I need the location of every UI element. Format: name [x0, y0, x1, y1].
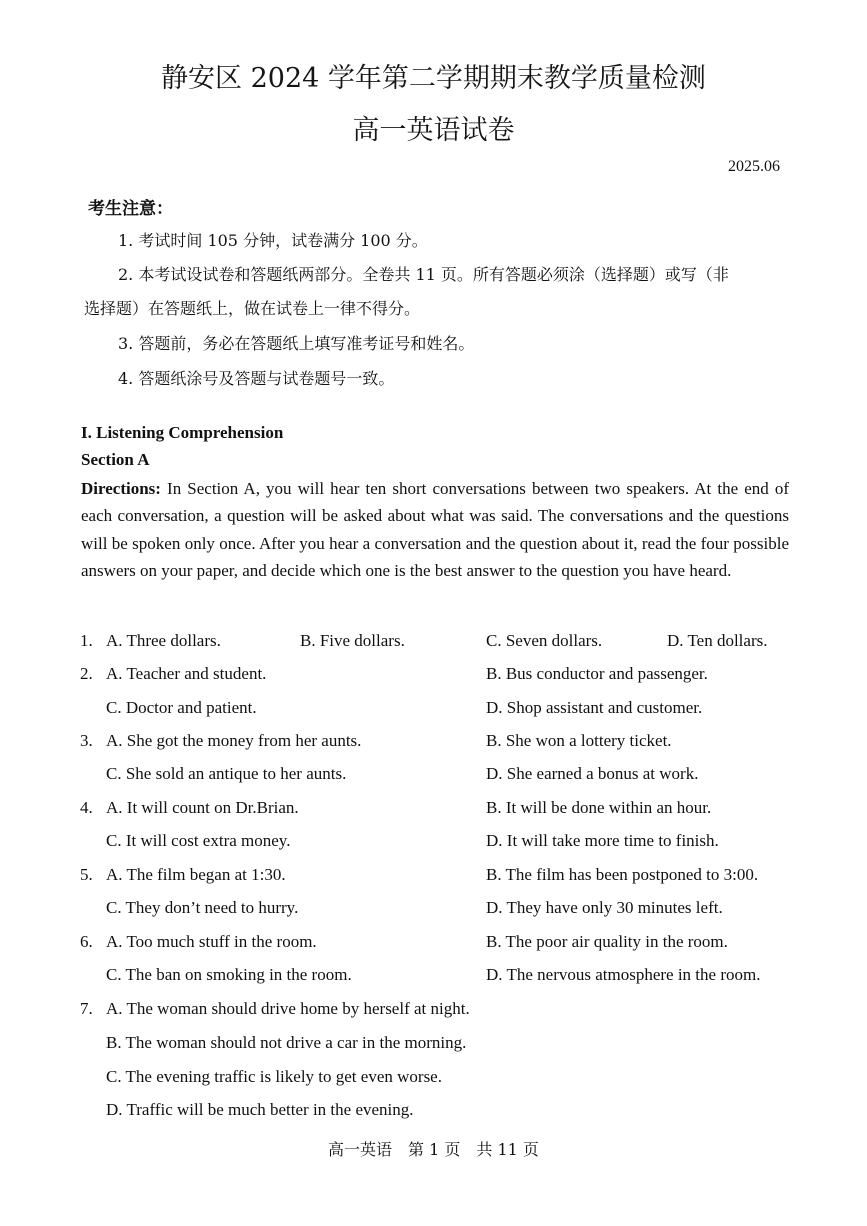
- directions-label: Directions:: [81, 479, 161, 498]
- option-c: C. The evening traffic is likely to get even worse.: [106, 1067, 442, 1086]
- option-c: C. It will cost extra money.: [106, 831, 291, 850]
- question-number: 1.: [80, 631, 93, 650]
- question-number: 4.: [80, 798, 93, 817]
- notice-item-1: 1. 考试时间 105 分钟，试卷满分 100 分。: [118, 231, 428, 250]
- option-c: C. She sold an antique to her aunts.: [106, 764, 347, 783]
- option-a: A. Too much stuff in the room.: [106, 932, 317, 951]
- exam-subtitle: 高一英语试卷: [352, 115, 515, 146]
- option-b: B. Five dollars.: [300, 631, 405, 650]
- option-b: B. The film has been postponed to 3:00.: [486, 865, 759, 884]
- section-title: Section A: [81, 450, 150, 469]
- question-number: 5.: [80, 865, 93, 884]
- option-d: D. Ten dollars.: [667, 631, 768, 650]
- option-d: D. Shop assistant and customer.: [486, 698, 703, 717]
- option-a: A. Three dollars.: [106, 631, 221, 650]
- directions-text: In Section A, you will hear ten short conversations between two speakers. At the end of each conversation, a question will be asked about what was said. The conversations and the questions will be spoken only once. After you hear a conversation and the question about it, read the four possible answers on your paper, and decide which one is the best answer to the question you have heard.: [81, 479, 789, 580]
- question-number: 2.: [80, 664, 93, 683]
- option-d: D. It will take more time to finish.: [486, 831, 719, 850]
- option-c: C. The ban on smoking in the room.: [106, 965, 352, 984]
- option-c: C. They don’t need to hurry.: [106, 898, 299, 917]
- option-b: B. Bus conductor and passenger.: [486, 664, 708, 683]
- question-number: 7.: [80, 999, 93, 1018]
- option-a: A. The film began at 1:30.: [106, 865, 286, 884]
- exam-date: 2025.06: [728, 158, 780, 175]
- page-footer: 高一英语 第 1 页 共 11 页: [328, 1140, 539, 1159]
- part-title: I. Listening Comprehension: [81, 423, 284, 442]
- directions-paragraph: [81, 475, 789, 584]
- question-number: 3.: [80, 731, 93, 750]
- option-a: A. Teacher and student.: [106, 664, 267, 683]
- option-b: B. The woman should not drive a car in the morning.: [106, 1033, 467, 1052]
- option-b: B. She won a lottery ticket.: [486, 731, 672, 750]
- option-d: D. She earned a bonus at work.: [486, 764, 699, 783]
- notice-item-2-cont: 选择题）在答题纸上，做在试卷上一律不得分。: [84, 299, 421, 318]
- option-c: C. Seven dollars.: [486, 631, 603, 650]
- notice-heading: 考生注意：: [88, 199, 173, 219]
- notice-item-4: 4. 答题纸涂号及答题与试卷题号一致。: [118, 369, 395, 388]
- question-number: 6.: [80, 932, 93, 951]
- option-b: B. The poor air quality in the room.: [486, 932, 728, 951]
- option-a: A. It will count on Dr.Brian.: [106, 798, 299, 817]
- option-a: A. The woman should drive home by herself at night.: [106, 999, 470, 1018]
- option-d: D. They have only 30 minutes left.: [486, 898, 723, 917]
- option-b: B. It will be done within an hour.: [486, 798, 712, 817]
- exam-title: 静安区 2024 学年第二学期期末教学质量检测: [161, 63, 706, 94]
- notice-item-2: 2. 本考试设试卷和答题纸两部分。全卷共 11 页。所有答题必须涂（选择题）或写（非: [118, 265, 729, 284]
- option-c: C. Doctor and patient.: [106, 698, 257, 717]
- option-d: D. Traffic will be much better in the evening.: [106, 1100, 414, 1119]
- option-a: A. She got the money from her aunts.: [106, 731, 362, 750]
- option-d: D. The nervous atmosphere in the room.: [486, 965, 761, 984]
- notice-item-3: 3. 答题前，务必在答题纸上填写准考证号和姓名。: [118, 334, 475, 353]
